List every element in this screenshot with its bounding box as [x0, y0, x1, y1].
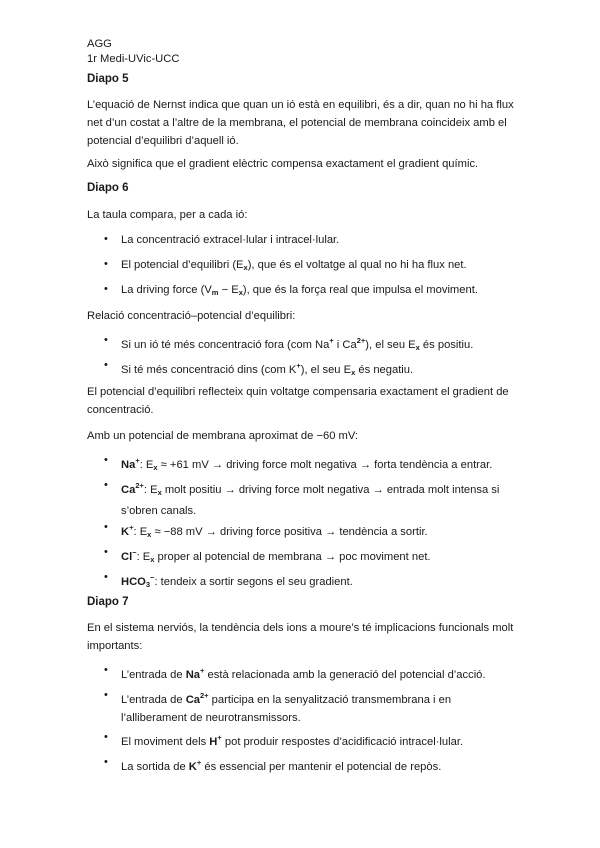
paragraph-gradient: Això significa que el gradient elèctric compensa exactament el gradient químic.: [87, 158, 479, 170]
list-item-driving-force: La driving force $(V_m - E_x)$, que és la força real que impulsa el moviment.: [121, 284, 478, 297]
section-heading-diapo-6: Diapo 6: [87, 182, 129, 194]
list-item-k: K+: $E_x \approx -88$ mV → driving force positiva → tendència a sortir.: [121, 523, 428, 539]
section-heading-diapo-7: Diapo 7: [87, 596, 129, 608]
bullet-icon: •: [104, 521, 108, 533]
list-item-na: Na+: $E_x \approx +61$ mV → driving force molt negativa → forta tendència a entrar.: [121, 456, 493, 472]
bullet-icon: •: [104, 689, 108, 701]
list-item-k-exit: La sortida de K+ és essencial per mantenir el potencial de repòs.: [121, 758, 442, 773]
list-item-ca-entry: L’entrada de $Ca^{2+}$ participa en la senyalització transmembrana i en l’alliberament de neurotransmissors.: [121, 691, 452, 724]
bullet-icon: •: [104, 664, 108, 676]
bullet-icon: •: [104, 546, 108, 558]
list-item-na-entry: L’entrada de Na+ està relacionada amb la generació del potencial d’acció.: [121, 666, 486, 681]
bullet-icon: •: [104, 571, 108, 583]
bullet-icon: •: [104, 334, 108, 346]
bullet-icon: •: [104, 756, 108, 768]
bullet-icon: •: [104, 283, 108, 295]
bullet-icon: •: [104, 258, 108, 270]
bullet-icon: •: [104, 233, 108, 245]
bullet-icon: •: [104, 359, 108, 371]
list-item-more-outside: Si un ió té més concentració fora (com Na+ i $Ca^{2+}$), el seu $E_x$ és positiu.: [121, 336, 474, 352]
section-heading-diapo-5: Diapo 5: [87, 73, 129, 85]
list-item-ca: $Ca^{2+}$: $E_x$ molt positiu → driving force molt negativa → entrada molt intensa si s’obren canals.: [121, 481, 500, 517]
bullet-icon: •: [104, 479, 108, 491]
list-item-equilibrium-potential: El potencial d’equilibri $(E_x)$, que és el voltatge al qual no hi ha flux net.: [121, 259, 467, 272]
list-item-more-inside: Si té més concentració dins (com K+), el seu $E_x$ és negatiu.: [121, 361, 414, 377]
bullet-icon: •: [104, 454, 108, 466]
paragraph-membrane-potential: Amb un potencial de membrana aproximat de −60 mV:: [87, 430, 359, 442]
list-item-h-movement: El moviment dels H+ pot produir respostes d’acidificació intracel·lular.: [121, 733, 464, 748]
bullet-icon: •: [104, 731, 108, 743]
list-item-concentration: La concentració extracel·lular i intracel·lular.: [121, 234, 340, 246]
header-course: 1r Medi-UVic-UCC: [87, 53, 180, 65]
paragraph-relation: Relació concentració–potencial d’equilibri:: [87, 310, 296, 322]
paragraph-equilibrium-reflects: El potencial d’equilibri reflecteix quin voltatge compensaria exactament el gradient de concentració.: [87, 386, 509, 416]
paragraph-table-intro: La taula compara, per a cada ió:: [87, 209, 248, 221]
list-item-hco3: $HCO_3^-$: tendeix a sortir segons el seu gradient.: [121, 573, 353, 589]
paragraph-nervous-system: En el sistema nerviós, la tendència dels ions a moure’s té implicacions funcionals molt importants:: [87, 622, 514, 652]
header-author: AGG: [87, 38, 112, 50]
paragraph-nernst: L’equació de Nernst indica que quan un ió està en equilibri, és a dir, quan no hi ha flux net d’un costat a l’altre de la membrana, el potencial de membrana coincideix amb el potencial d’equilibri d’aquell ió.: [87, 99, 514, 147]
list-item-cl: Cl−: $E_x$ proper al potencial de membrana → poc moviment net.: [121, 548, 431, 564]
